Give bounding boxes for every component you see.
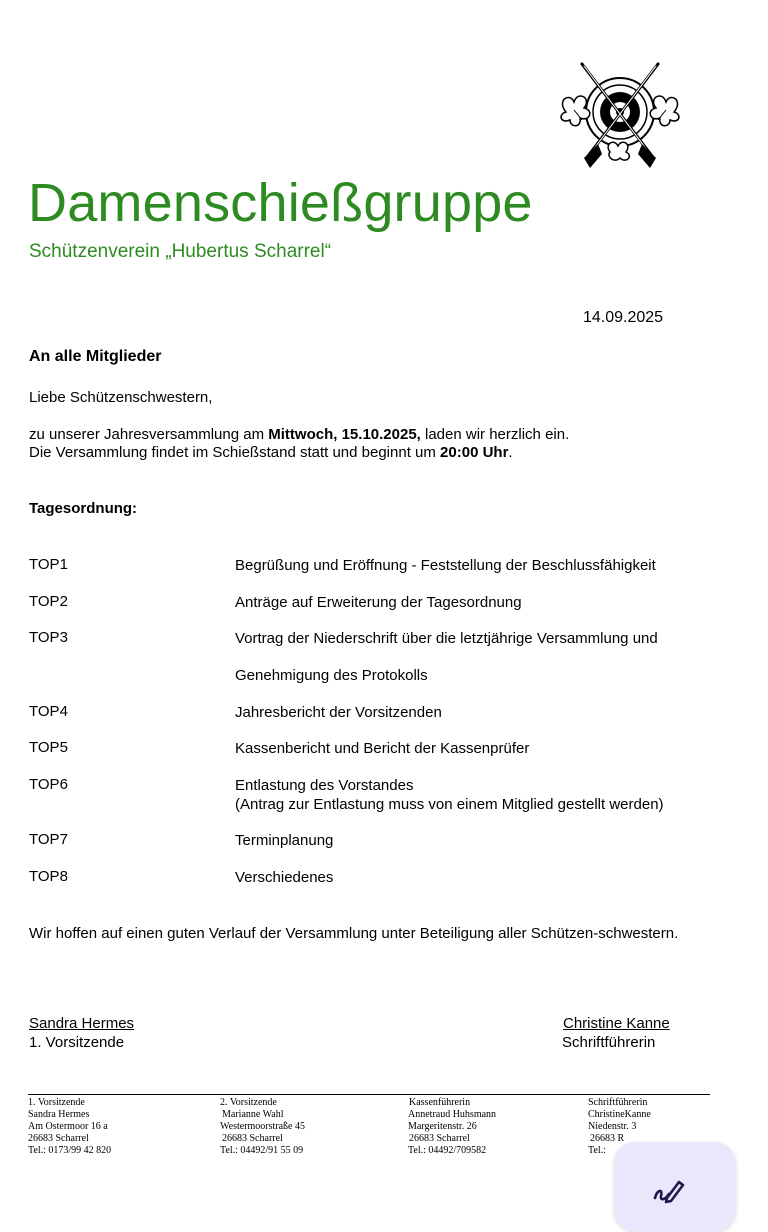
agenda-item-label: TOP7 <box>29 831 68 848</box>
agenda-item-text: Anträge auf Erweiterung der Tagesordnung <box>235 594 522 611</box>
agenda-item-text: Kassenbericht und Bericht der Kassenprüfer <box>235 740 530 757</box>
agenda-item-text-continued: (Antrag zur Entlastung muss von einem Mitglied gestellt werden) <box>235 796 664 813</box>
signature-name-left: Sandra Hermes <box>29 1015 135 1032</box>
footer-text: Schriftführerin <box>588 1097 648 1108</box>
footer-column-2 <box>220 1097 305 1157</box>
footer-text: Kassenführerin <box>409 1097 471 1108</box>
agenda-item-label: TOP4 <box>29 703 68 720</box>
footer-text: ChristineKanne <box>588 1109 651 1120</box>
edit-pen-icon <box>651 1176 687 1204</box>
greeting: Liebe Schützenschwestern, <box>29 389 213 406</box>
club-subtitle: Schützenverein „Hubertus Scharrel“ <box>29 241 332 262</box>
footer-text: 26683 Scharrel <box>28 1133 89 1144</box>
page-title: Damenschießgruppe <box>28 173 533 233</box>
edit-fab-button[interactable] <box>614 1142 736 1232</box>
closing-paragraph: Wir hoffen auf einen guten Verlauf der Versammlung unter Beteiligung aller Schützen-schwestern. <box>29 925 679 942</box>
footer-text: Am Ostermoor 16 a <box>28 1121 108 1132</box>
agenda-item-label: TOP1 <box>29 556 68 573</box>
footer-divider <box>28 1094 710 1095</box>
agenda-item-label: TOP3 <box>29 629 68 646</box>
intro-line-1: zu unserer Jahresversammlung am Mittwoch, 15.10.2025, laden wir herzlich ein. <box>29 426 570 443</box>
intro-paragraph <box>29 426 709 462</box>
footer-column-3 <box>408 1097 496 1157</box>
signature-role-left: 1. Vorsitzende <box>29 1034 125 1051</box>
footer-text: Tel.: <box>588 1145 606 1156</box>
letter-date: 14.09.2025 <box>583 309 664 326</box>
footer-text: Marianne Wahl <box>222 1109 284 1120</box>
intro-line-2: Die Versammlung findet im Schießstand statt und beginnt um 20:00 Uhr. <box>29 444 513 461</box>
agenda-item-label: TOP6 <box>29 776 68 793</box>
agenda-item-text: Vortrag der Niederschrift über die letztjährige Versammlung und <box>235 630 658 647</box>
agenda-heading: Tagesordnung: <box>29 500 138 517</box>
agenda-item-label: TOP2 <box>29 593 68 610</box>
footer-text: 26683 Scharrel <box>222 1133 283 1144</box>
footer-text: 26683 Scharrel <box>409 1133 470 1144</box>
agenda-item-text: Terminplanung <box>235 832 334 849</box>
agenda-item-text: Begrüßung und Eröffnung - Feststellung der Beschlussfähigkeit <box>235 557 656 574</box>
agenda-item-label: TOP8 <box>29 868 68 885</box>
footer-text: Tel.: 04492/709582 <box>408 1145 487 1156</box>
footer-text: Westermoorstraße 45 <box>220 1121 305 1132</box>
footer-text: Tel.: 04492/91 55 09 <box>220 1145 304 1156</box>
footer-text: 2. Vorsitzende <box>220 1097 277 1108</box>
footer-text: Niedenstr. 3 <box>588 1121 637 1132</box>
agenda-item-text: Entlastung des Vorstandes <box>235 777 414 794</box>
footer-column-1 <box>28 1097 111 1157</box>
shooting-target-rifles-icon <box>552 60 688 172</box>
footer-text: 26683 R <box>590 1133 625 1144</box>
signature-name-right: Christine Kanne <box>563 1015 670 1032</box>
footer-text: 1. Vorsitzende <box>28 1097 85 1108</box>
signature-role-right: Schriftführerin <box>562 1034 656 1051</box>
footer-text: Sandra Hermes <box>28 1109 90 1120</box>
footer-text: Margeritenstr. 26 <box>408 1121 477 1132</box>
agenda-item-text: Jahresbericht der Vorsitzenden <box>235 704 442 721</box>
agenda-item-text: Verschiedenes <box>235 869 334 886</box>
agenda-item-text-continued: Genehmigung des Protokolls <box>235 667 428 684</box>
club-logo <box>552 60 688 172</box>
footer-text: Tel.: 0173/99 42 820 <box>28 1145 112 1156</box>
footer-text: Annetraud Huhsmann <box>408 1109 497 1120</box>
recipient-line: An alle Mitglieder <box>29 348 162 365</box>
agenda-item-label: TOP5 <box>29 739 68 756</box>
